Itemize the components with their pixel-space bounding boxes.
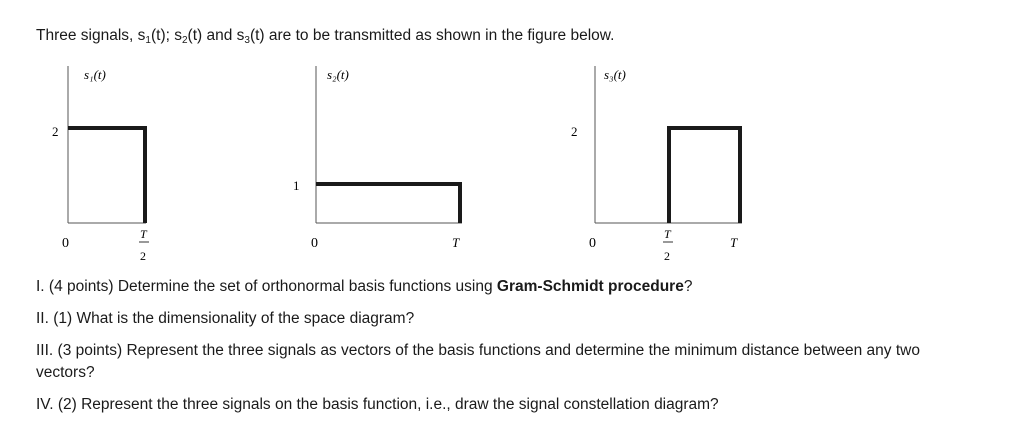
plot-s2 <box>293 66 462 251</box>
intro-sub-3: 3 <box>244 35 250 46</box>
s2-origin: 0 <box>311 236 318 251</box>
s1-x-tick-num: T <box>140 227 147 241</box>
question-1-bold: Gram-Schmidt procedure <box>496 278 684 295</box>
question-4: IV. (2) Represent the three signals on the basis function, i.e., draw the signal constellation diagram? <box>36 396 719 413</box>
intro-sub-1: 1 <box>145 35 151 46</box>
question-1-text: I. (4 points) Determine the set of orthonormal basis functions using <box>36 278 497 295</box>
question-2: II. (1) What is the dimensionality of the space diagram? <box>36 310 415 327</box>
s3-label: s₃(t) <box>604 67 626 82</box>
plot-s1 <box>52 66 149 263</box>
s1-y-tick: 2 <box>52 124 59 139</box>
s1-x-tick-den: 2 <box>140 249 146 263</box>
s1-label: s₁(t) <box>84 67 106 82</box>
s3-y-tick: 2 <box>571 124 578 139</box>
plot-s3 <box>571 66 742 263</box>
intro-text: (t); s <box>150 27 182 44</box>
problem-intro <box>36 26 614 51</box>
s2-label: s₂(t) <box>327 67 349 82</box>
s2-y-tick: 1 <box>293 178 300 193</box>
intro-text: (t) and s <box>187 27 245 44</box>
intro-text: Three signals, s <box>36 27 146 44</box>
s3-origin: 0 <box>589 236 596 251</box>
s2-waveform <box>316 184 460 223</box>
s1-waveform <box>68 128 145 223</box>
s3-x-tick-num: T <box>664 227 671 241</box>
s3-x-tick-den: 2 <box>664 249 670 263</box>
s2-x-tick: T <box>452 235 460 250</box>
question-1 <box>36 276 692 298</box>
question-1-suffix: ? <box>683 278 693 295</box>
s3-waveform <box>669 128 740 223</box>
question-3: III. (3 points) Represent the three signals as vectors of the basis functions and determine the minimum distance between any two vectors? <box>36 342 920 381</box>
s3-x-tick-2: T <box>730 235 738 250</box>
s1-origin: 0 <box>62 236 69 251</box>
intro-sub-2: 2 <box>181 35 188 46</box>
signal-waveforms-figure <box>0 58 1024 268</box>
intro-text: (t) are to be transmitted as shown in the figure below. <box>249 27 615 44</box>
